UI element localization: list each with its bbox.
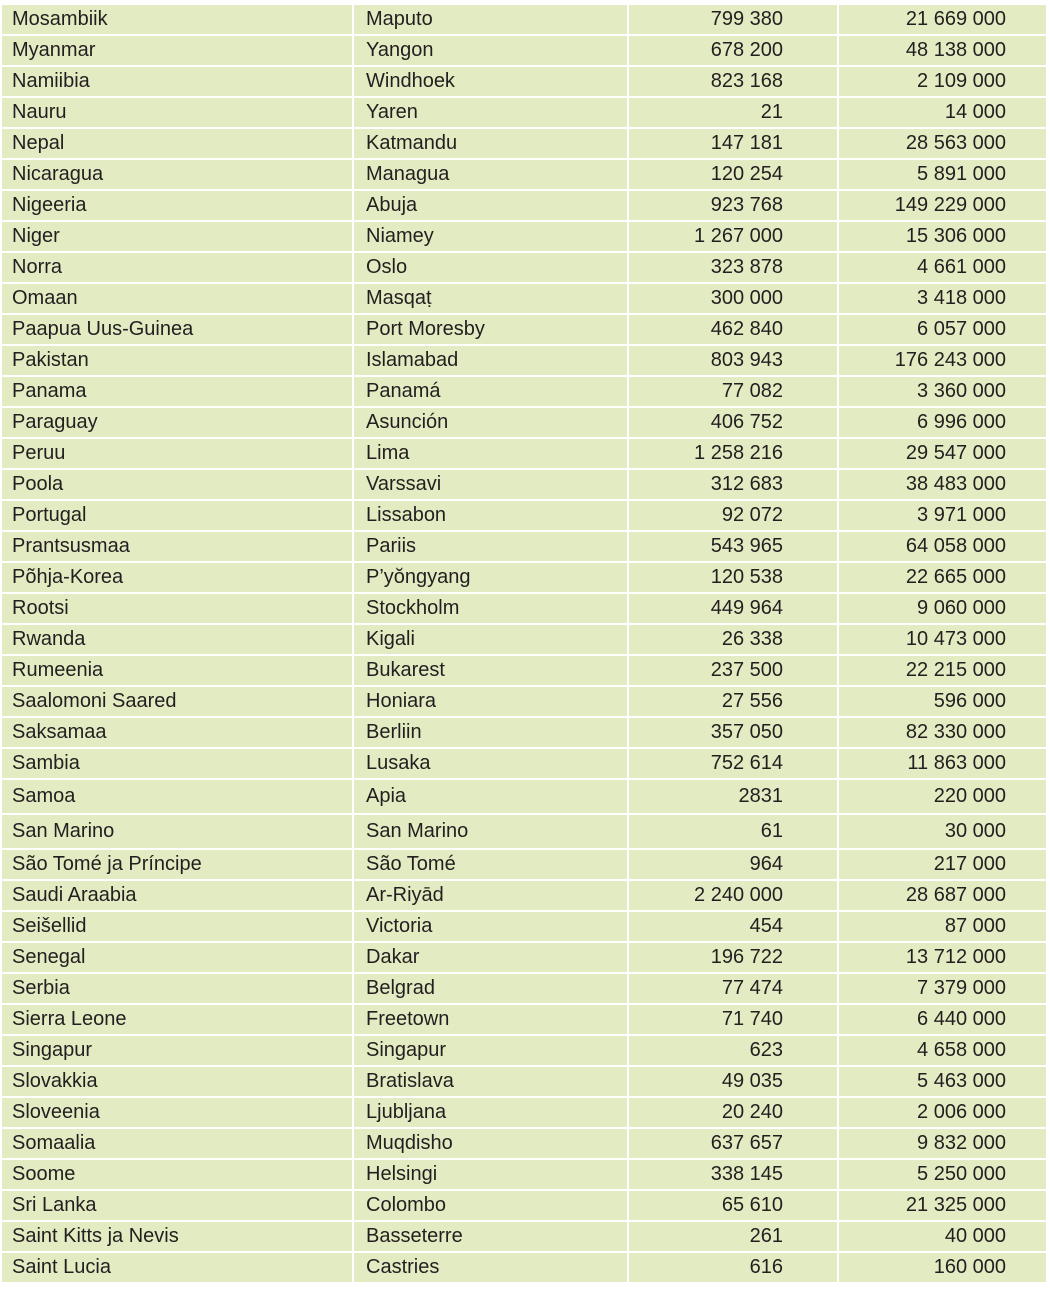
country-cell: San Marino (2, 815, 354, 848)
capital-cell: Niamey (354, 222, 629, 251)
country-cell: Pakistan (2, 346, 354, 375)
area-cell: 678 200 (629, 36, 839, 65)
country-cell: Saint Lucia (2, 1253, 354, 1282)
table-row (2, 687, 1046, 718)
capital-cell: Maputo (354, 5, 629, 34)
table-row (2, 1005, 1046, 1036)
capital-cell: Stockholm (354, 594, 629, 623)
country-cell: Saalomoni Saared (2, 687, 354, 716)
population-cell: 82 330 000 (905, 721, 1006, 743)
area-cell: 196 722 (629, 943, 839, 972)
country-cell: Portugal (2, 501, 354, 530)
country-cell: São Tomé ja Príncipe (2, 850, 354, 879)
capital-cell: Masqaṭ (354, 284, 629, 313)
capital-cell: Asunción (354, 408, 629, 437)
area-cell: 120 254 (629, 160, 839, 189)
population-cell: 5 463 000 (917, 1070, 1006, 1092)
area-cell: 2831 (629, 780, 839, 813)
table-row (2, 912, 1046, 943)
table-row (2, 1222, 1046, 1253)
area-cell: 26 338 (629, 625, 839, 654)
country-cell: Sri Lanka (2, 1191, 354, 1220)
table-row (2, 129, 1046, 160)
capital-cell: Helsingi (354, 1160, 629, 1189)
area-cell: 323 878 (629, 253, 839, 282)
table-row (2, 191, 1046, 222)
table-row (2, 1253, 1046, 1284)
population-cell: 21 325 000 (905, 1194, 1006, 1216)
capital-cell: Basseterre (354, 1222, 629, 1251)
area-cell: 27 556 (629, 687, 839, 716)
capital-cell: Dakar (354, 943, 629, 972)
table-row (2, 563, 1046, 594)
area-cell: 71 740 (629, 1005, 839, 1034)
table-row (2, 439, 1046, 470)
population-cell: 9 832 000 (917, 1132, 1006, 1154)
table-row (2, 625, 1046, 656)
area-cell: 357 050 (629, 718, 839, 747)
area-cell: 637 657 (629, 1129, 839, 1158)
country-cell: Prantsusmaa (2, 532, 354, 561)
capital-cell: San Marino (354, 815, 629, 848)
population-cell: 87 000 (944, 915, 1006, 937)
table-row (2, 222, 1046, 253)
country-cell: Sierra Leone (2, 1005, 354, 1034)
area-cell: 120 538 (629, 563, 839, 592)
population-cell: 6 440 000 (917, 1008, 1006, 1030)
area-cell: 92 072 (629, 501, 839, 530)
capital-cell: Oslo (354, 253, 629, 282)
population-cell: 220 000 (933, 785, 1006, 807)
capital-cell: Islamabad (354, 346, 629, 375)
table-row (2, 594, 1046, 625)
capital-cell: Yangon (354, 36, 629, 65)
population-cell: 5 250 000 (917, 1163, 1006, 1185)
area-cell: 406 752 (629, 408, 839, 437)
country-cell: Rwanda (2, 625, 354, 654)
table-row (2, 36, 1046, 67)
country-table (2, 5, 1046, 1284)
table-row (2, 377, 1046, 408)
country-cell: Poola (2, 470, 354, 499)
area-cell: 312 683 (629, 470, 839, 499)
area-cell: 300 000 (629, 284, 839, 313)
country-cell: Sambia (2, 749, 354, 778)
area-cell: 964 (629, 850, 839, 879)
population-cell: 64 058 000 (905, 535, 1006, 557)
population-cell: 5 891 000 (917, 163, 1006, 185)
country-cell: Saksamaa (2, 718, 354, 747)
population-cell: 6 996 000 (917, 411, 1006, 433)
capital-cell: Bukarest (354, 656, 629, 685)
capital-cell: Honiara (354, 687, 629, 716)
population-cell: 3 418 000 (917, 287, 1006, 309)
area-cell: 261 (629, 1222, 839, 1251)
area-cell: 752 614 (629, 749, 839, 778)
area-cell: 799 380 (629, 5, 839, 34)
table-row (2, 1098, 1046, 1129)
area-cell: 803 943 (629, 346, 839, 375)
table-row (2, 98, 1046, 129)
country-cell: Paapua Uus-Guinea (2, 315, 354, 344)
capital-cell: P’yŏngyang (354, 563, 629, 592)
country-cell: Peruu (2, 439, 354, 468)
table-row (2, 253, 1046, 284)
capital-cell: Apia (354, 780, 629, 813)
table-row (2, 532, 1046, 563)
country-cell: Myanmar (2, 36, 354, 65)
population-cell: 28 687 000 (905, 884, 1006, 906)
country-cell: Sloveenia (2, 1098, 354, 1127)
country-cell: Soome (2, 1160, 354, 1189)
table-row (2, 160, 1046, 191)
country-cell: Namiibia (2, 67, 354, 96)
capital-cell: Berliin (354, 718, 629, 747)
table-row (2, 501, 1046, 532)
area-cell: 77 082 (629, 377, 839, 406)
area-cell: 543 965 (629, 532, 839, 561)
country-cell: Senegal (2, 943, 354, 972)
population-cell: 30 000 (944, 820, 1006, 842)
country-cell: Seišellid (2, 912, 354, 941)
country-cell: Samoa (2, 780, 354, 813)
capital-cell: Windhoek (354, 67, 629, 96)
capital-cell: Colombo (354, 1191, 629, 1220)
country-cell: Nauru (2, 98, 354, 127)
table-row (2, 749, 1046, 780)
capital-cell: Ljubljana (354, 1098, 629, 1127)
population-cell: 48 138 000 (905, 39, 1006, 61)
population-cell: 13 712 000 (905, 946, 1006, 968)
population-cell: 160 000 (933, 1256, 1006, 1278)
country-cell: Paraguay (2, 408, 354, 437)
table-row (2, 1067, 1046, 1098)
population-cell: 14 000 (944, 101, 1006, 123)
country-cell: Serbia (2, 974, 354, 1003)
population-cell: 38 483 000 (905, 473, 1006, 495)
table-row (2, 1129, 1046, 1160)
area-cell: 2 240 000 (629, 881, 839, 910)
area-cell: 623 (629, 1036, 839, 1065)
population-cell: 11 863 000 (907, 752, 1006, 774)
capital-cell: Lusaka (354, 749, 629, 778)
table-row (2, 943, 1046, 974)
area-cell: 1 258 216 (629, 439, 839, 468)
table-row (2, 974, 1046, 1005)
population-cell: 22 215 000 (905, 659, 1006, 681)
population-cell: 2 109 000 (917, 70, 1006, 92)
capital-cell: Muqdisho (354, 1129, 629, 1158)
table-row (2, 67, 1046, 98)
table-row (2, 881, 1046, 912)
capital-cell: Castries (354, 1253, 629, 1282)
area-cell: 65 610 (629, 1191, 839, 1220)
area-cell: 616 (629, 1253, 839, 1282)
area-cell: 823 168 (629, 67, 839, 96)
capital-cell: Belgrad (354, 974, 629, 1003)
table-row (2, 284, 1046, 315)
population-cell: 176 243 000 (894, 349, 1006, 371)
table-row (2, 815, 1046, 850)
area-cell: 77 474 (629, 974, 839, 1003)
population-cell: 15 306 000 (905, 225, 1006, 247)
capital-cell: Singapur (354, 1036, 629, 1065)
population-cell: 4 658 000 (917, 1039, 1006, 1061)
area-cell: 147 181 (629, 129, 839, 158)
population-cell: 4 661 000 (917, 256, 1006, 278)
area-cell: 237 500 (629, 656, 839, 685)
population-cell: 40 000 (944, 1225, 1006, 1247)
area-cell: 21 (629, 98, 839, 127)
country-cell: Omaan (2, 284, 354, 313)
capital-cell: Freetown (354, 1005, 629, 1034)
capital-cell: Panamá (354, 377, 629, 406)
capital-cell: Yaren (354, 98, 629, 127)
area-cell: 49 035 (629, 1067, 839, 1096)
population-cell: 3 360 000 (917, 380, 1006, 402)
capital-cell: Lima (354, 439, 629, 468)
capital-cell: Abuja (354, 191, 629, 220)
country-cell: Rumeenia (2, 656, 354, 685)
area-cell: 20 240 (629, 1098, 839, 1127)
table-row (2, 1191, 1046, 1222)
country-cell: Somaalia (2, 1129, 354, 1158)
country-cell: Niger (2, 222, 354, 251)
table-row (2, 1036, 1046, 1067)
table-row (2, 850, 1046, 881)
capital-cell: Victoria (354, 912, 629, 941)
country-cell: Slovakkia (2, 1067, 354, 1096)
country-cell: Singapur (2, 1036, 354, 1065)
population-cell: 596 000 (933, 690, 1006, 712)
population-cell: 29 547 000 (905, 442, 1006, 464)
population-cell: 6 057 000 (917, 318, 1006, 340)
population-cell: 10 473 000 (905, 628, 1006, 650)
population-cell: 28 563 000 (905, 132, 1006, 154)
country-cell: Mosambiik (2, 5, 354, 34)
country-cell: Nepal (2, 129, 354, 158)
table-row (2, 780, 1046, 815)
table-row (2, 718, 1046, 749)
area-cell: 454 (629, 912, 839, 941)
capital-cell: Managua (354, 160, 629, 189)
country-cell: Põhja-Korea (2, 563, 354, 592)
capital-cell: Pariis (354, 532, 629, 561)
area-cell: 61 (629, 815, 839, 848)
country-cell: Rootsi (2, 594, 354, 623)
population-cell: 9 060 000 (917, 597, 1006, 619)
area-cell: 923 768 (629, 191, 839, 220)
population-cell: 149 229 000 (894, 194, 1006, 216)
area-cell: 449 964 (629, 594, 839, 623)
population-cell: 22 665 000 (905, 566, 1006, 588)
table-row (2, 408, 1046, 439)
country-cell: Saudi Araabia (2, 881, 354, 910)
area-cell: 1 267 000 (629, 222, 839, 251)
capital-cell: Ar-Riyād (354, 881, 629, 910)
capital-cell: Katmandu (354, 129, 629, 158)
capital-cell: Lissabon (354, 501, 629, 530)
population-cell: 21 669 000 (905, 8, 1006, 30)
population-cell: 2 006 000 (917, 1101, 1006, 1123)
country-cell: Nigeeria (2, 191, 354, 220)
table-row (2, 470, 1046, 501)
country-cell: Saint Kitts ja Nevis (2, 1222, 354, 1251)
capital-cell: Kigali (354, 625, 629, 654)
country-cell: Panama (2, 377, 354, 406)
table-row (2, 5, 1046, 36)
capital-cell: Bratislava (354, 1067, 629, 1096)
capital-cell: Port Moresby (354, 315, 629, 344)
population-cell: 7 379 000 (917, 977, 1006, 999)
table-row (2, 656, 1046, 687)
table-row (2, 1160, 1046, 1191)
country-cell: Norra (2, 253, 354, 282)
table-row (2, 315, 1046, 346)
population-cell: 217 000 (933, 853, 1006, 875)
area-cell: 462 840 (629, 315, 839, 344)
capital-cell: Varssavi (354, 470, 629, 499)
area-cell: 338 145 (629, 1160, 839, 1189)
table-row (2, 346, 1046, 377)
population-cell: 3 971 000 (917, 504, 1006, 526)
country-cell: Nicaragua (2, 160, 354, 189)
capital-cell: São Tomé (354, 850, 629, 879)
